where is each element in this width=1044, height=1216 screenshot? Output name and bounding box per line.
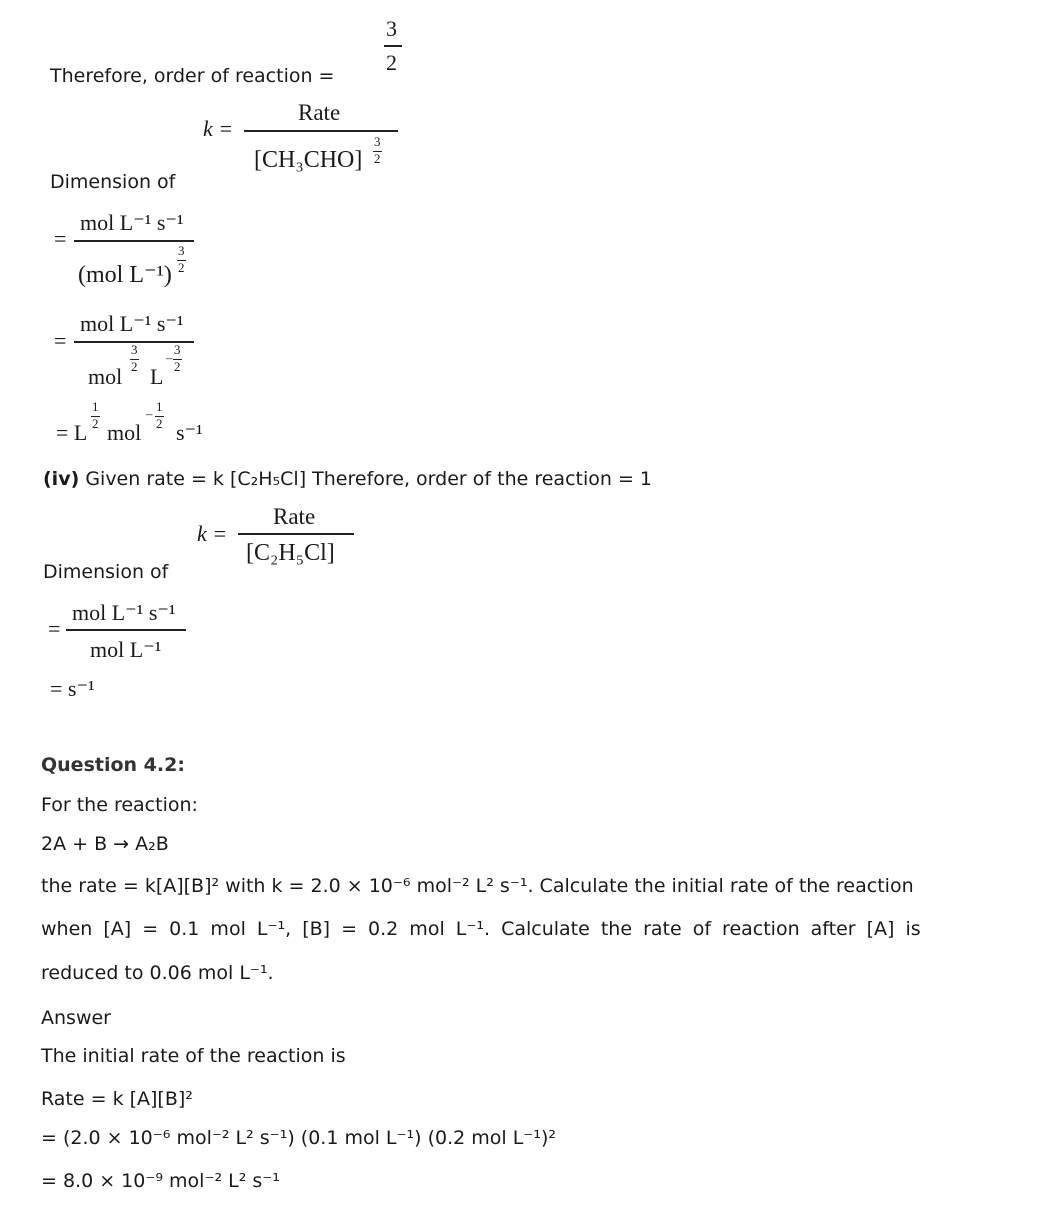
step1-fraction-bar [74, 240, 194, 242]
equals-sign: = [54, 226, 67, 251]
part4-numerator: mol L⁻¹ s⁻¹ [72, 600, 176, 625]
exponent-numerator: 3 [374, 134, 381, 149]
order-fraction-numerator: 3 [386, 16, 397, 41]
rate-constant-fraction-bar [244, 130, 398, 132]
order-fraction-bar [384, 45, 402, 47]
question-line-3: the rate = k[A][B]² with k = 2.0 × 10⁻⁶ mol⁻² L² s⁻¹. Calculate the initial rate of the reaction [41, 875, 914, 897]
part4-result: = s⁻¹ [50, 676, 95, 701]
answer-line-2: Rate = k [A][B]² [41, 1088, 193, 1110]
step2-numerator: mol L⁻¹ s⁻¹ [80, 311, 184, 336]
rate-constant-numerator: Rate [298, 100, 341, 125]
part4-statement [43, 468, 652, 490]
result-s: s⁻¹ [176, 420, 203, 445]
part4-label: (iv) [43, 468, 80, 490]
rate-constant-eq: k = [203, 116, 234, 141]
dimension-label-iv: Dimension of [43, 561, 169, 583]
equals-sign-iv: = [48, 616, 61, 641]
part4-denominator: mol L⁻¹ [90, 637, 162, 662]
step1-numerator: mol L⁻¹ s⁻¹ [80, 210, 184, 235]
equals-sign: = [54, 328, 67, 353]
question-title: Question 4.2: [41, 754, 185, 776]
step2-denominator-mol: mol [88, 364, 123, 389]
answer-title: Answer [41, 1007, 111, 1029]
order-fraction-denominator: 2 [386, 50, 397, 75]
part4-fraction-bar [66, 629, 186, 631]
question-line-4: when [A] = 0.1 mol L⁻¹, [B] = 0.2 mol L⁻¹. Calculate the rate of reaction after [A] is [41, 918, 921, 940]
step2-denominator-L: L [150, 364, 164, 389]
result-mol: mol [107, 420, 142, 445]
rate-constant-numerator-iv: Rate [273, 504, 316, 529]
dimension-label: Dimension of [50, 171, 176, 193]
question-line-2: 2A + B → A₂B [41, 833, 169, 855]
rate-constant-denominator-iv: [C₂H₅Cl] [246, 540, 335, 566]
rate-constant-eq-iv: k = [197, 521, 228, 546]
exponent-denominator: 2 [374, 151, 381, 166]
question-line-1: For the reaction: [41, 794, 198, 816]
answer-line-3: = (2.0 × 10⁻⁶ mol⁻² L² s⁻¹) (0.1 mol L⁻¹) (0.2 mol L⁻¹)² [41, 1127, 556, 1149]
question-line-5: reduced to 0.06 mol L⁻¹. [41, 962, 274, 984]
result-L: = L [56, 420, 88, 445]
part4-text: Given rate = k [C₂H₅Cl] Therefore, order of the reaction = 1 [85, 468, 652, 490]
order-statement: Therefore, order of reaction = [50, 65, 335, 87]
rate-constant-denominator: [CH₃CHO] [254, 147, 363, 173]
answer-line-1: The initial rate of the reaction is [41, 1045, 346, 1067]
rate-constant-fraction-bar-iv [238, 533, 354, 535]
answer-line-4: = 8.0 × 10⁻⁹ mol⁻² L² s⁻¹ [41, 1170, 280, 1192]
step1-denominator: (mol L⁻¹) [78, 262, 172, 288]
